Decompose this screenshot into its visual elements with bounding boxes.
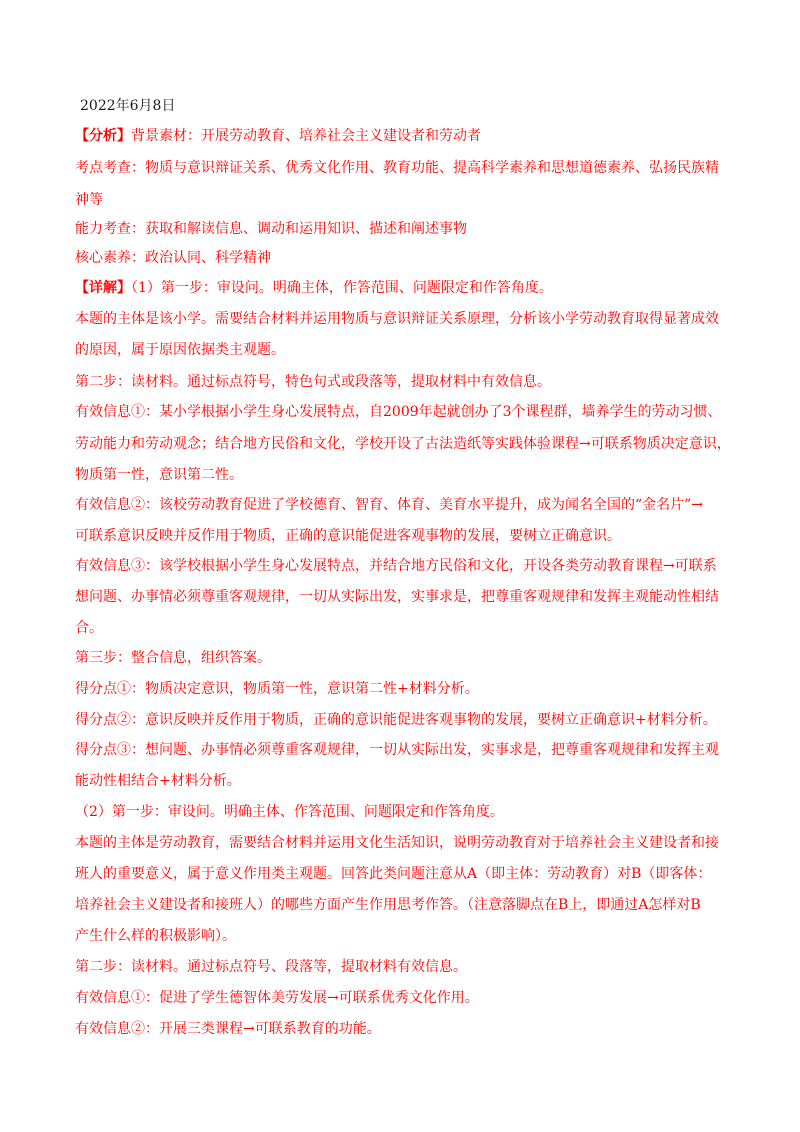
detail-q1-step1 [75, 278, 730, 298]
q1-main-line-1: 本题的主体是该小学。需要结合材料并运用物质与意识辩证关系原理，分析该小学劳动教育取得显著成效 [75, 311, 719, 327]
q1-info1-line-2: 劳动能力和劳动观念；结合地方民俗和文化，学校开设了古法造纸等实践体验课程→可联系物质决定意识， [75, 436, 731, 452]
core-line: 核心素养：政治认同、科学精神 [75, 250, 271, 266]
analysis-background [75, 126, 730, 146]
q1-info2-line-1: 有效信息②：该校劳动教育促进了学校德育、智育、体育、美育水平提升，成为闻名全国的“金名片”→ [75, 497, 704, 513]
q2-info1: 有效信息①：促进了学生德智体美劳发展→可联系优秀文化作用。 [75, 990, 479, 1006]
q1-info3-line-2: 想问题、办事情必须尊重客观规律，一切从实际出发，实事求是，把尊重客观规律和发挥主观能动性相结 [75, 589, 719, 605]
q1-info1-line-1: 有效信息①：某小学根据小学生身心发展特点，自2009年起就创办了3个课程群，墙养学生的劳动习惯、 [75, 404, 722, 420]
detail-tag: 【详解】 [75, 280, 131, 296]
analysis-background-text: 背景素材：开展劳动教育、培养社会主义建设者和劳动者 [131, 128, 481, 144]
q1-step3: 第三步：整合信息，组织答案。 [75, 650, 271, 666]
q1-score3-line-2: 能动性相结合+材料分析。 [75, 773, 241, 789]
q2-main-line-4: 产生什么样的积极影响）。 [75, 928, 236, 944]
q2-main-line-2: 班人的重要意义，属于意义作用类主观题。回答此类问题注意从A（即主体：劳动教育）对B（即客体： [75, 866, 712, 882]
q1-info2-line-2: 可联系意识反映并反作用于物质，正确的意识能促进客观事物的发展，要树立正确意识。 [75, 528, 621, 544]
q1-score1: 得分点①：物质决定意识，物质第一性，意识第二性+材料分析。 [75, 681, 479, 697]
q2-step1: （2）第一步：审设问。明确主体、作答范围、问题限定和作答角度。 [75, 804, 504, 820]
q2-main-line-1: 本题的主体是劳动教育，需要结合材料并运用文化生活知识，说明劳动教育对于培养社会主义建设者和接 [75, 835, 719, 851]
q1-score2: 得分点②：意识反映并反作用于物质，正确的意识能促进客观事物的发展，要树立正确意识+材料分析。 [75, 712, 717, 728]
kaodian-line-1: 考点考查：物质与意识辩证关系、优秀文化作用、教育功能、提高科学素养和思想道德素养、弘扬民族精 [75, 160, 719, 176]
q2-main-line-3: 培养社会主义建设者和接班人）的哪些方面产生作用思考作答。（注意落脚点在B上，即通过A怎样对B [75, 897, 701, 913]
detail-q1-step1-text: （1）第一步：审设问。明确主体，作答范围、问题限定和作答角度。 [131, 280, 553, 296]
q1-info3-line-3: 合。 [75, 620, 103, 636]
q2-info2: 有效信息②：开展三类课程→可联系教育的功能。 [75, 1021, 381, 1037]
q1-info1-line-3: 物质第一性，意识第二性。 [75, 467, 243, 483]
date-line: 2022年6月8日 [80, 98, 176, 114]
analysis-tag: 【分析】 [75, 128, 131, 144]
q1-info3-line-1: 有效信息③：该学校根据小学生身心发展特点，并结合地方民俗和文化，开设各类劳动教育课程→可联系 [75, 558, 717, 574]
q1-step2: 第二步：读材料。通过标点符号，特色句式或段落等，提取材料中有效信息。 [75, 374, 551, 390]
q2-step2: 第二步：读材料。通过标点符号、段落等，提取材料有效信息。 [75, 959, 467, 975]
ability-line: 能力考查：获取和解读信息、调动和运用知识、描述和阐述事物 [75, 221, 467, 237]
q1-main-line-2: 的原因，属于原因依据类主观题。 [75, 342, 285, 358]
kaodian-line-2: 神等 [75, 192, 103, 208]
q1-score3-line-1: 得分点③：想问题、办事情必须尊重客观规律，一切从实际出发，实事求是，把尊重客观规律和发挥主观 [75, 742, 719, 758]
